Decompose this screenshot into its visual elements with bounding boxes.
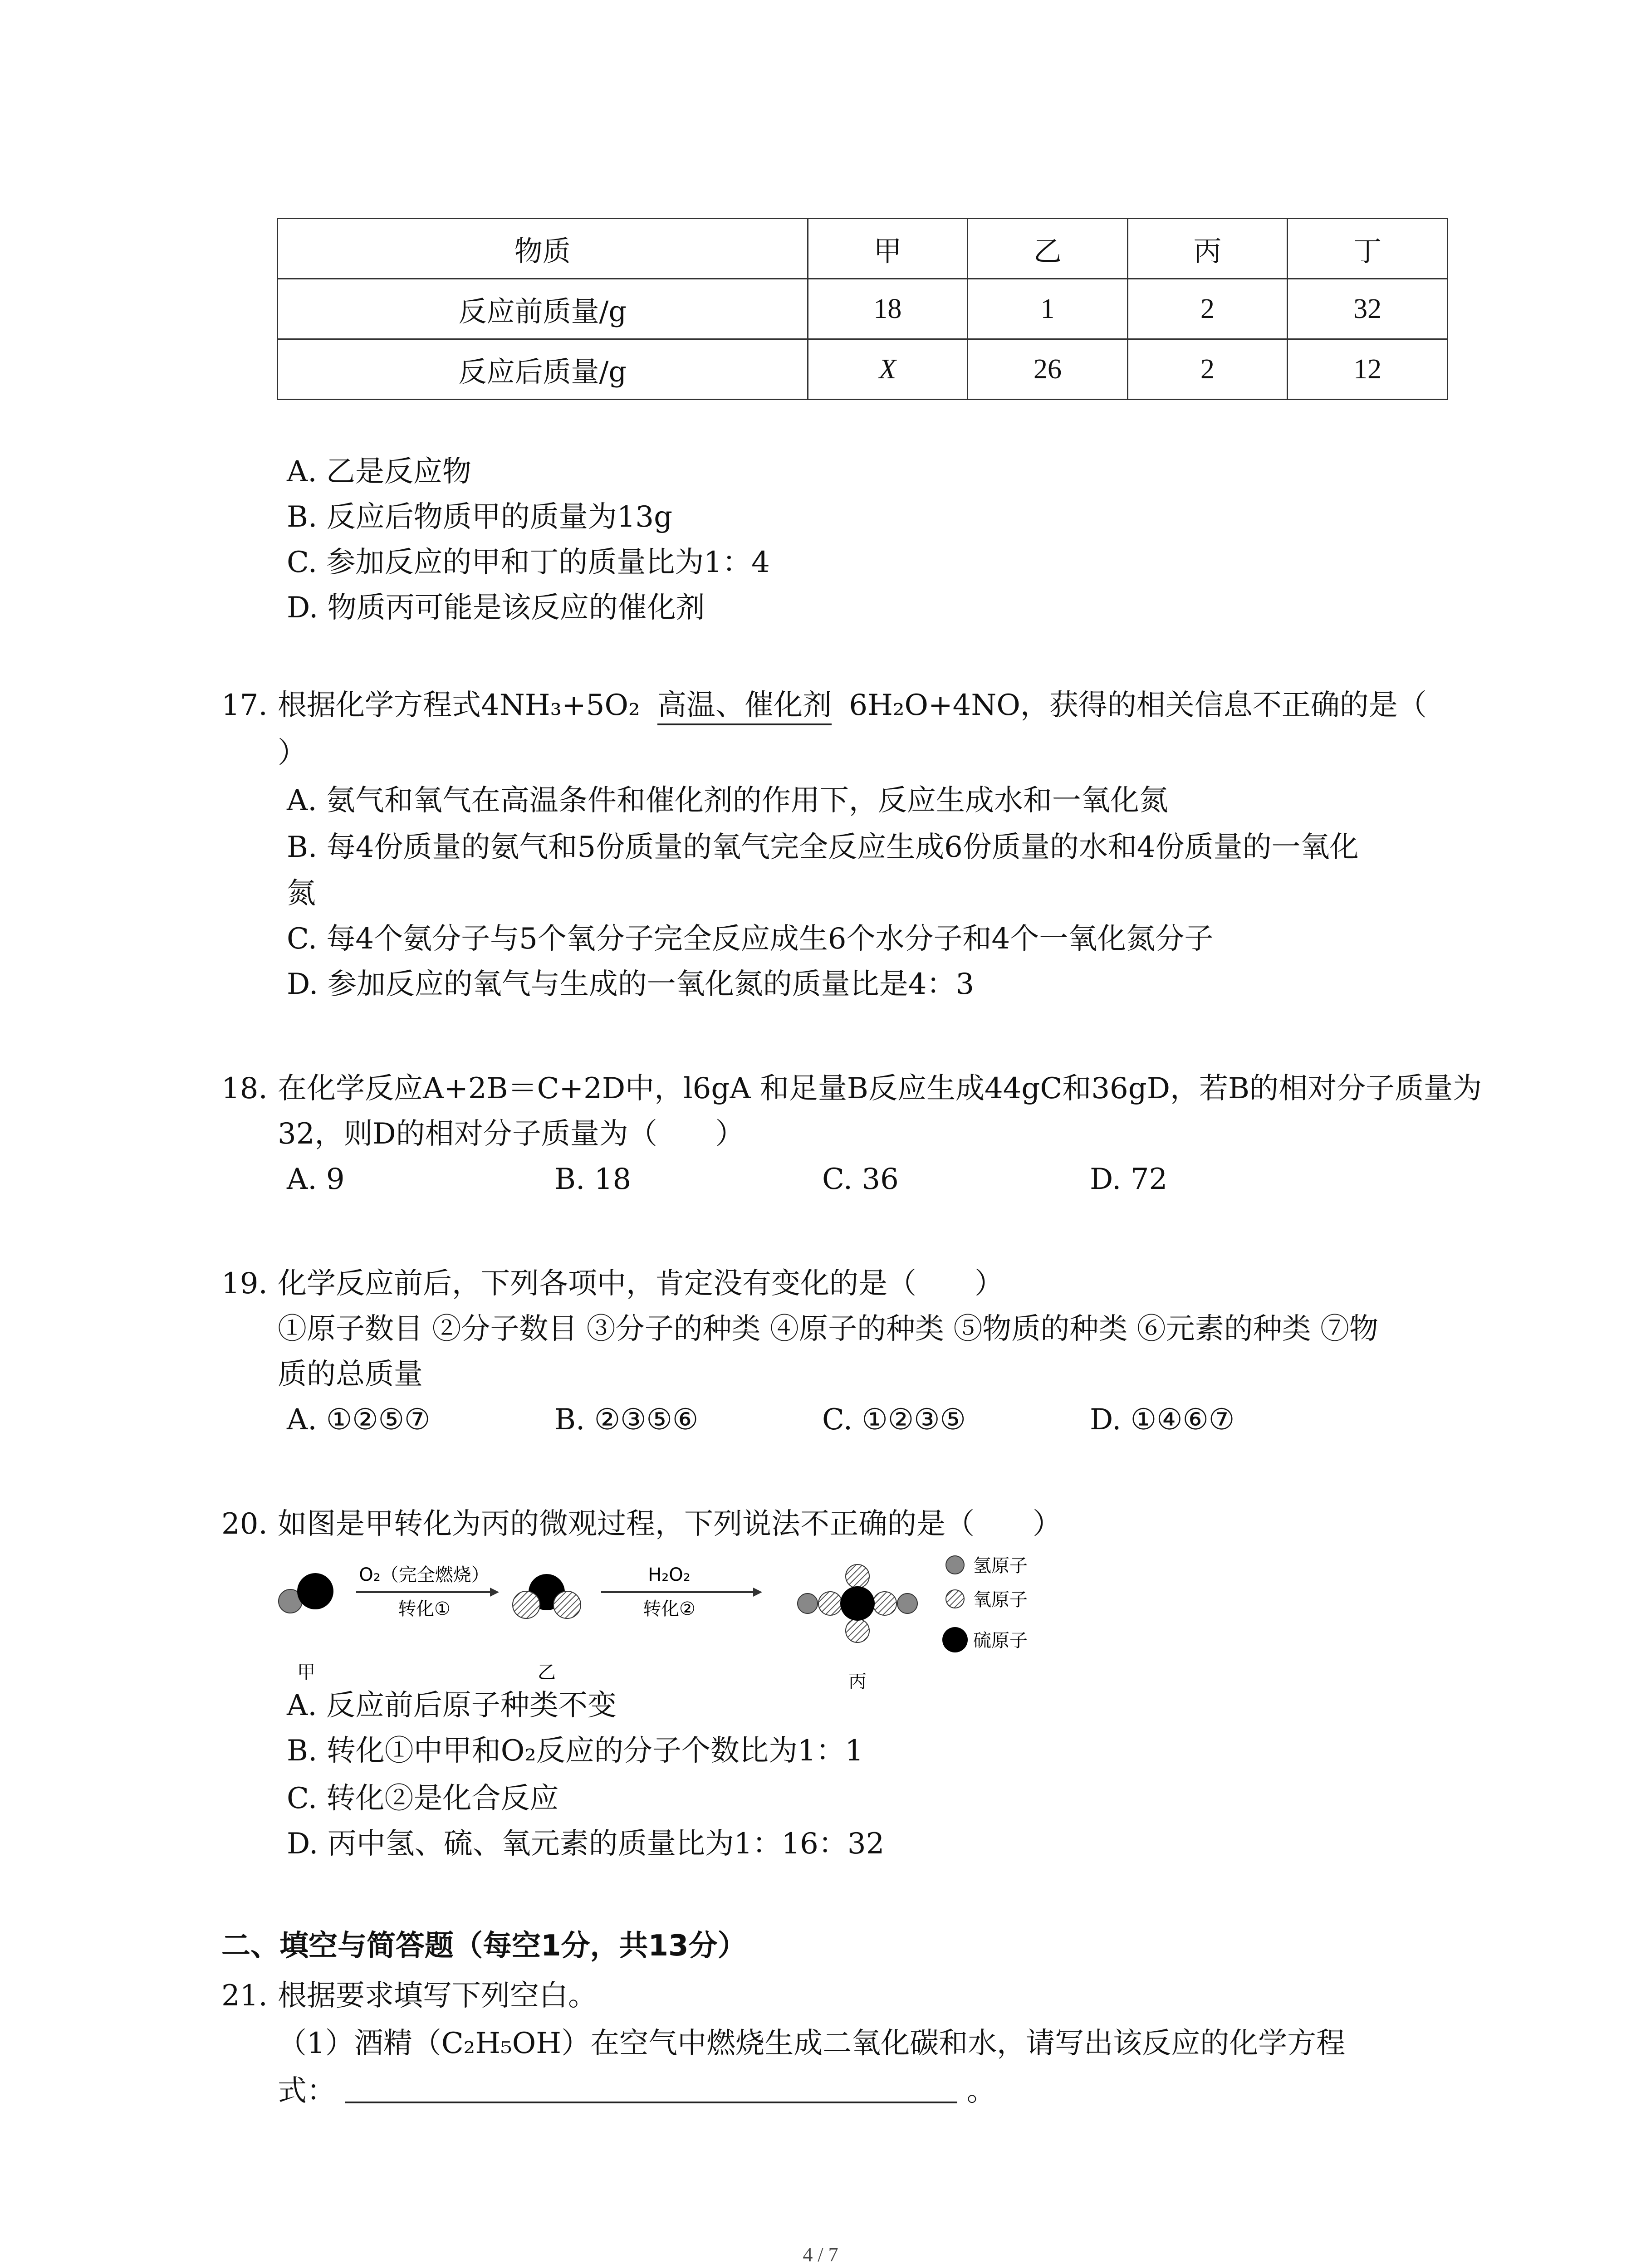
oxygen-legend-icon xyxy=(946,1590,964,1608)
table-header-cell: 丁 xyxy=(1288,219,1448,279)
table-row xyxy=(278,279,1448,339)
option-c: C. 每4个氨分子与5个氧分子完全反应成生6个水分子和4个一氧化氮分子 xyxy=(287,922,1214,956)
sulfur-legend-icon xyxy=(942,1627,968,1652)
option-d: D. ①④⑥⑦ xyxy=(1090,1403,1235,1437)
table-cell: X xyxy=(808,339,968,400)
table-row xyxy=(278,339,1448,400)
sulfur-atom-icon xyxy=(297,1573,333,1609)
legend-hydrogen: 氢原子 xyxy=(973,1555,1028,1576)
label-yi: 乙 xyxy=(538,1662,556,1683)
items-list: ①原子数目 ②分子数目 ③分子的种类 ④原子的种类 ⑤物质的种类 ⑥元素的种类 ⑦物 xyxy=(278,1312,1379,1346)
oxygen-atom-icon xyxy=(846,1619,869,1642)
table-header-row xyxy=(278,219,1448,279)
option-b: B. 18 xyxy=(554,1163,632,1196)
question-number: 18. xyxy=(221,1072,268,1105)
table-cell: 2 xyxy=(1127,279,1288,339)
option-a: A. 乙是反应物 xyxy=(287,455,471,489)
section-heading: 二、填空与简答题（每空1分，共13分） xyxy=(221,1929,747,1963)
option-a: A. ①②⑤⑦ xyxy=(287,1403,431,1437)
table-cell: 18 xyxy=(808,279,968,339)
hydrogen-legend-icon xyxy=(946,1556,964,1574)
option-c: C. 转化②是化合反应 xyxy=(287,1782,559,1815)
oxygen-atom-icon xyxy=(873,1592,896,1615)
option-c: C. 参加反应的甲和丁的质量比为1：4 xyxy=(287,546,770,579)
arrow2-head-icon xyxy=(753,1588,762,1597)
table-header-cell: 丙 xyxy=(1127,219,1288,279)
table-cell: 26 xyxy=(968,339,1128,400)
table-cell: 反应前质量/g xyxy=(278,279,808,339)
question-number: 17. xyxy=(221,689,268,722)
legend-oxygen: 氧原子 xyxy=(973,1589,1028,1610)
table-header-cell: 乙 xyxy=(968,219,1128,279)
question-number: 19. xyxy=(221,1267,268,1300)
molecule-bing xyxy=(798,1564,917,1642)
sub-question-text: 。 xyxy=(966,2074,996,2108)
stem-text: 6H₂O+4NO，获得的相关信息不正确的是（ xyxy=(849,689,1427,722)
arrow1-head-icon xyxy=(490,1588,499,1597)
sub-question xyxy=(278,2073,996,2109)
stem-text: 根据化学方程式4NH₃+5O₂ xyxy=(278,689,640,722)
items-list: 质的总质量 xyxy=(278,1358,423,1391)
molecule-jia xyxy=(279,1573,333,1613)
option-c: C. ①②③⑤ xyxy=(822,1403,966,1437)
option-a: A. 9 xyxy=(287,1163,345,1196)
oxygen-atom-icon xyxy=(818,1592,842,1615)
option-a: A. 氨气和氧气在高温条件和催化剂的作用下，反应生成水和一氧化氮 xyxy=(287,784,1168,817)
arrow2-top-label: H₂O₂ xyxy=(648,1564,691,1585)
option-b: B. ②③⑤⑥ xyxy=(554,1403,699,1437)
stem-text: ） xyxy=(278,736,307,770)
oxygen-atom-icon xyxy=(554,1591,581,1618)
option-b: B. 反应后物质甲的质量为13g xyxy=(287,500,673,534)
table-cell: 12 xyxy=(1288,339,1448,400)
hydrogen-atom-icon xyxy=(798,1593,818,1613)
answer-blank[interactable] xyxy=(345,2074,957,2103)
option-d: D. 参加反应的氧气与生成的一氧化氮的质量比是4：3 xyxy=(287,968,975,1001)
table-header-cell: 物质 xyxy=(278,219,808,279)
oxygen-atom-icon xyxy=(846,1564,869,1588)
sub-question-text: 式： xyxy=(278,2074,336,2108)
question-stem: 在化学反应A+2B＝C+2D中，l6gA 和足量B反应生成44gC和36gD，若B的相对分子质量为 xyxy=(278,1072,1482,1105)
label-jia: 甲 xyxy=(297,1662,315,1683)
legend xyxy=(942,1555,1028,1652)
arrow1-top-label: O₂（完全燃烧） xyxy=(359,1564,490,1585)
question-number: 20. xyxy=(221,1507,268,1541)
table-cell: 32 xyxy=(1288,279,1448,339)
option-b-cont: 氮 xyxy=(287,877,316,910)
sub-question: （1）酒精（C₂H₅OH）在空气中燃烧生成二氧化碳和水，请写出该反应的化学方程 xyxy=(278,2027,1346,2060)
option-b: B. 每4份质量的氨气和5份质量的氧气完全反应生成6份质量的水和4份质量的一氧化 xyxy=(287,831,1359,864)
table-cell: 2 xyxy=(1127,339,1288,400)
option-d: D. 物质丙可能是该反应的催化剂 xyxy=(287,591,705,625)
arrow1-bottom-label: 转化① xyxy=(398,1598,451,1619)
table-cell: 1 xyxy=(968,279,1128,339)
option-d: D. 72 xyxy=(1090,1163,1168,1196)
question-stem: 32，则D的相对分子质量为（ ） xyxy=(278,1117,745,1151)
arrow2-bottom-label: 转化② xyxy=(643,1598,696,1619)
question-stem: 根据要求填写下列空白。 xyxy=(278,1979,597,2013)
label-bing: 丙 xyxy=(848,1671,867,1692)
table-header-cell: 甲 xyxy=(808,219,968,279)
reaction-condition: 高温、催化剂 xyxy=(657,687,832,725)
question-stem: 如图是甲转化为丙的微观过程，下列说法不正确的是（ ） xyxy=(278,1507,1062,1541)
sulfur-atom-icon xyxy=(840,1586,875,1621)
question-stem: 化学反应前后，下列各项中，肯定没有变化的是（ ） xyxy=(278,1267,1004,1300)
mass-table xyxy=(277,218,1448,400)
option-c: C. 36 xyxy=(822,1163,899,1196)
molecule-yi xyxy=(513,1574,581,1618)
table-cell: 反应后质量/g xyxy=(278,339,808,400)
oxygen-atom-icon xyxy=(513,1591,540,1618)
hydrogen-atom-icon xyxy=(897,1593,917,1613)
page-number: 4 / 7 xyxy=(803,2244,838,2266)
question-stem xyxy=(278,687,1427,725)
question-number: 21. xyxy=(221,1979,268,2013)
legend-sulfur: 硫原子 xyxy=(973,1630,1028,1651)
option-b: B. 转化①中甲和O₂反应的分子个数比为1：1 xyxy=(287,1734,864,1768)
option-a: A. 反应前后原子种类不变 xyxy=(287,1689,617,1722)
option-d: D. 丙中氢、硫、氧元素的质量比为1：16：32 xyxy=(287,1827,885,1861)
